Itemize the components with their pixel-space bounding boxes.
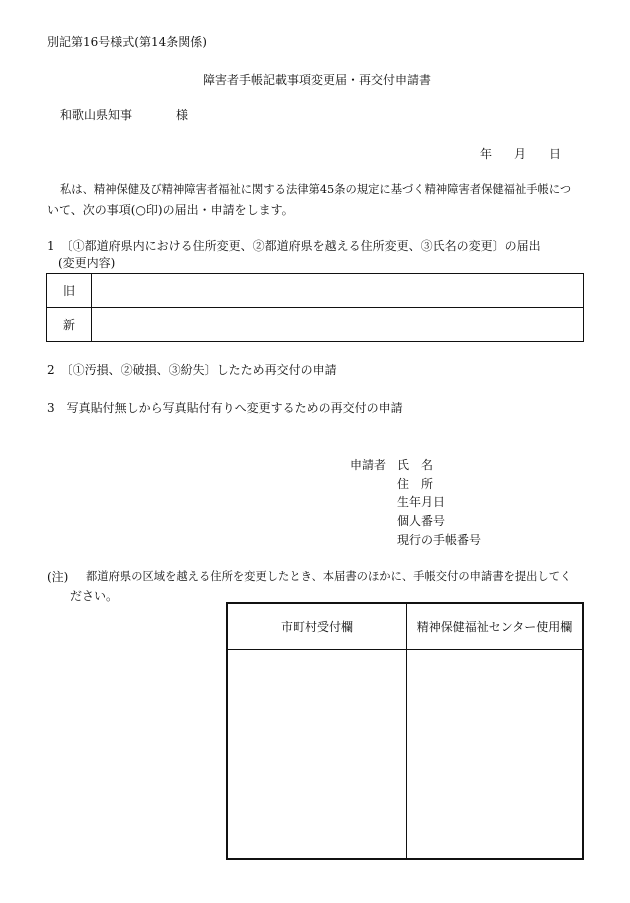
applicant-name-label: 氏 名	[397, 458, 434, 472]
change-table	[46, 273, 584, 342]
office-use-table	[226, 602, 584, 860]
date-month: 月	[514, 147, 527, 161]
intro-line2: いて、次の事項(○印)の届出・申請をします。	[47, 203, 294, 217]
applicant-birthdate-label: 生年月日	[397, 495, 446, 509]
date-day: 日	[549, 147, 562, 161]
date-year: 年	[480, 147, 493, 161]
office-use-header-row	[227, 603, 583, 649]
old-label: 旧	[47, 274, 92, 308]
item3-text: 3 写真貼付無しから写真貼付有りへ変更するための再交付の申請	[47, 401, 403, 415]
change-row-old	[47, 274, 584, 308]
addressee-name: 和歌山県知事	[60, 108, 133, 122]
office-use-body-row	[227, 649, 583, 859]
intro-line1: 私は、精神保健及び精神障害者福祉に関する法律第45条の規定に基づく精神障害者保健福祉手帳につ	[60, 183, 572, 196]
applicant-current-notebook-number-label: 現行の手帳番号	[397, 533, 482, 547]
applicant-label: 申請者	[350, 458, 387, 472]
municipality-reception-header: 市町村受付欄	[227, 603, 407, 649]
center-use-field[interactable]	[407, 649, 584, 859]
old-value-field[interactable]	[92, 274, 584, 308]
form-number: 別記第16号様式(第14条関係)	[47, 35, 207, 49]
note-line2: ださい。	[70, 589, 119, 603]
new-label: 新	[47, 308, 92, 342]
form-title: 障害者手帳記載事項変更届・再交付申請書	[203, 73, 432, 87]
municipality-reception-field[interactable]	[227, 649, 407, 859]
note-label: (注)	[47, 570, 69, 584]
change-content-label: (変更内容)	[58, 256, 116, 270]
item2-text: 2 〔①汚損、②破損、③紛失〕したため再交付の申請	[47, 363, 337, 377]
change-row-new	[47, 308, 584, 342]
new-value-field[interactable]	[92, 308, 584, 342]
applicant-personal-number-label: 個人番号	[397, 514, 446, 528]
center-use-header: 精神保健福祉センター使用欄	[407, 603, 584, 649]
applicant-address-label: 住 所	[397, 477, 434, 491]
item1-text: 1 〔①都道府県内における住所変更、②都道府県を越える住所変更、③氏名の変更〕の届出	[47, 239, 541, 253]
note-line1: 都道府県の区域を越える住所を変更したとき、本届書のほかに、手帳交付の申請書を提出してく	[86, 570, 572, 583]
addressee-honorific: 様	[176, 108, 189, 122]
